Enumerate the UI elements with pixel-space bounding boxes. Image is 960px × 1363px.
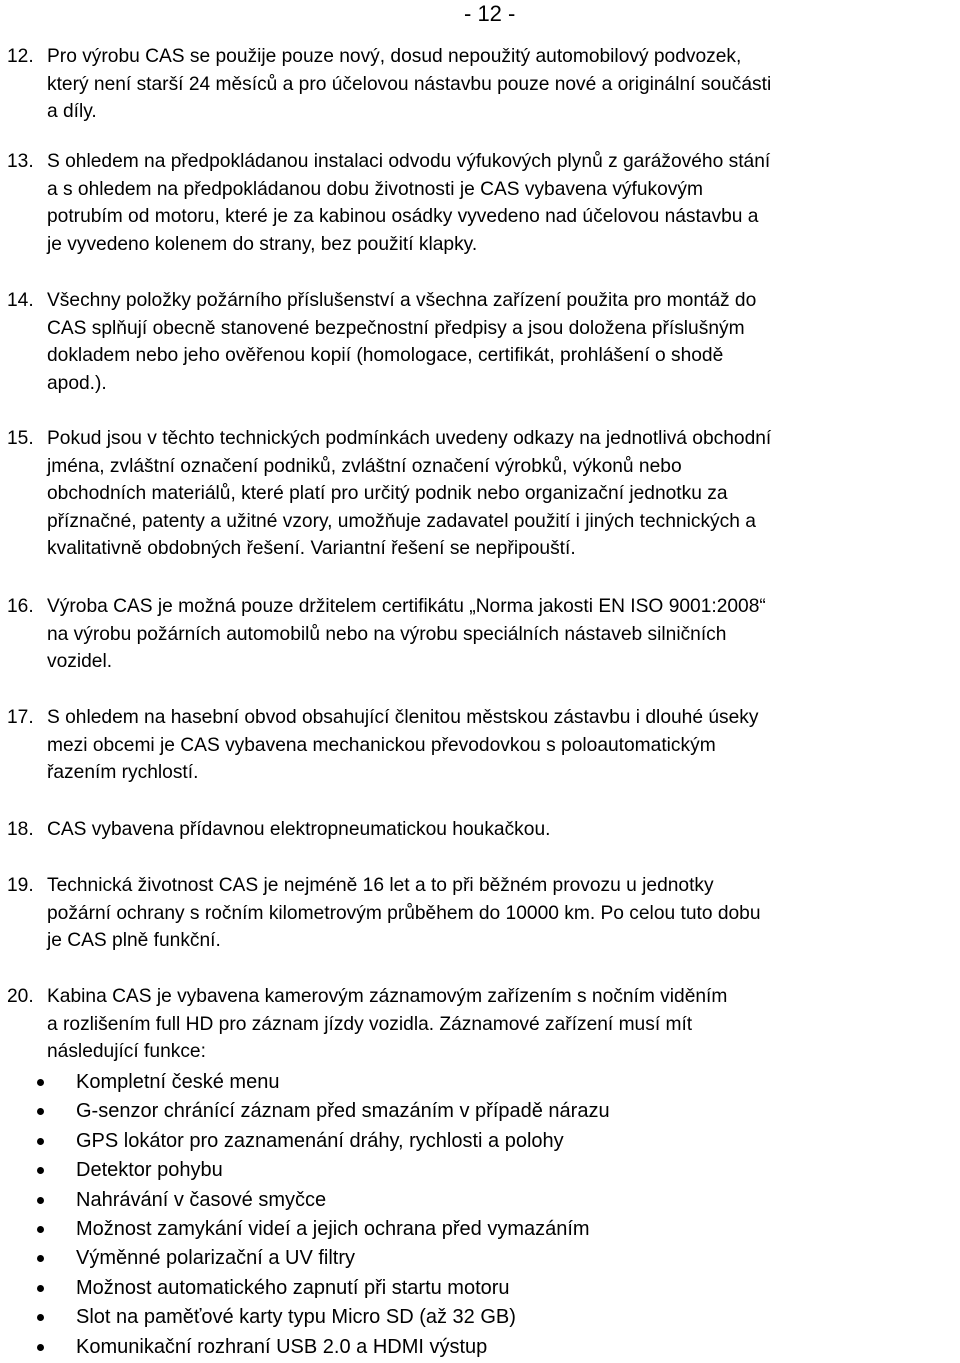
item-number: 18.	[7, 819, 34, 840]
bullet-icon	[37, 1285, 44, 1292]
bullet-item	[0, 1097, 960, 1126]
list-item	[7, 816, 957, 844]
bullet-item	[0, 1156, 960, 1185]
bullet-icon	[37, 1255, 44, 1262]
item-text-line: CAS splňují obecně stanovené bezpečnostní předpisy a jsou doložena příslušným	[47, 317, 745, 339]
bullet-icon	[37, 1344, 44, 1351]
list-item	[7, 983, 957, 1066]
item-number: 12.	[7, 46, 34, 67]
list-item	[7, 148, 957, 258]
bullet-text: Možnost zamykání videí a jejich ochrana před vymazáním	[76, 1217, 590, 1240]
list-item	[7, 43, 957, 126]
bullet-icon	[37, 1108, 44, 1115]
list-item	[7, 287, 957, 397]
page-number: - 12 -	[464, 1, 516, 26]
item-text-line: požární ochrany s ročním kilometrovým průběhem do 10000 km. Po celou tuto dobu	[47, 902, 761, 924]
bullet-text: Výměnné polarizační a UV filtry	[76, 1247, 356, 1270]
item-text-line: a s ohledem na předpokládanou dobu životnosti je CAS vybavena výfukovým	[47, 178, 703, 200]
item-text-line: Kabina CAS je vybavena kamerovým záznamovým zařízením s nočním viděním	[47, 986, 728, 1007]
bullet-icon	[37, 1226, 44, 1233]
item-number: 20.	[7, 986, 34, 1007]
bullet-item	[0, 1244, 960, 1273]
item-text-line: mezi obcemi je CAS vybavena mechanickou převodovkou s poloautomatickým	[47, 734, 716, 756]
bullet-icon	[37, 1079, 44, 1086]
bullet-text: Detektor pohybu	[76, 1159, 223, 1182]
item-text-line: Všechny položky požárního příslušenství a všechna zařízení použita pro montáž do	[47, 290, 757, 311]
item-number: 17.	[7, 707, 34, 728]
item-text-line: jména, zvláštní označení podniků, zvláštní označení výrobků, výkonů nebo	[47, 455, 682, 477]
bullet-text: Nahrávání v časové smyčce	[76, 1188, 327, 1211]
item-text-line: kvalitativně obdobných řešení. Variantní řešení se nepřipouští.	[47, 538, 576, 559]
item-text-line: Výroba CAS je možná pouze držitelem certifikátu „Norma jakosti EN ISO 9001:2008“	[47, 596, 766, 617]
item-text-line: příznačné, patenty a užitné vzory, umožňuje zadavatel použití i jiných technických a	[47, 510, 756, 532]
item-text-line: apod.).	[47, 372, 107, 394]
list-item	[7, 704, 957, 787]
item-text-line: obchodních materiálů, které platí pro určitý podnik nebo organizační jednotku za	[47, 483, 728, 504]
item-text-line: který není starší 24 měsíců a pro účelovou nástavbu pouze nové a originální součásti	[47, 73, 772, 95]
bullet-icon	[37, 1197, 44, 1204]
feature-bullet-list	[0, 1068, 960, 1362]
bullet-icon	[37, 1167, 44, 1174]
bullet-item	[0, 1333, 960, 1362]
item-number: 19.	[7, 875, 34, 896]
item-text-line: na výrobu požárních automobilů nebo na výrobu speciálních nástaveb silničních	[47, 623, 727, 645]
bullet-text: GPS lokátor pro zaznamenání dráhy, rychlosti a polohy	[76, 1129, 564, 1152]
item-text-line: CAS vybavena přídavnou elektropneumatickou houkačkou.	[47, 819, 551, 840]
item-text-line: a díly.	[47, 101, 97, 122]
item-text-line: potrubím od motoru, které je za kabinou osádky vyvedeno nad účelovou nástavbu a	[47, 206, 759, 227]
bullet-item	[0, 1215, 960, 1244]
item-text-line: řazením rychlostí.	[47, 762, 199, 783]
bullet-text: G-senzor chránící záznam před smazáním v případě nárazu	[76, 1100, 610, 1123]
item-text-line: S ohledem na hasební obvod obsahující členitou městskou zástavbu i dlouhé úseky	[47, 707, 759, 728]
item-text-line: Technická životnost CAS je nejméně 16 let a to při běžném provozu u jednotky	[47, 875, 714, 896]
bullet-item	[0, 1127, 960, 1156]
bullet-text: Komunikační rozhraní USB 2.0 a HDMI výstup	[76, 1335, 488, 1358]
bullet-item	[0, 1303, 960, 1332]
item-text-line: Pokud jsou v těchto technických podmínkách uvedeny odkazy na jednotlivá obchodní	[47, 428, 772, 449]
item-number: 15.	[7, 428, 34, 449]
item-number: 13.	[7, 151, 34, 172]
list-item	[7, 593, 957, 676]
item-text-line: S ohledem na předpokládanou instalaci odvodu výfukových plynů z garážového stání	[47, 151, 771, 172]
list-item	[7, 872, 957, 955]
item-text-line: vozidel.	[47, 651, 113, 672]
item-number: 16.	[7, 596, 34, 617]
item-text-line: je CAS plně funkční.	[47, 930, 221, 951]
list-item	[7, 425, 957, 563]
bullet-text: Kompletní české menu	[76, 1071, 280, 1093]
bullet-icon	[37, 1138, 44, 1145]
bullet-text: Možnost automatického zapnutí při startu motoru	[76, 1276, 510, 1299]
item-text-line: je vyvedeno kolenem do strany, bez použití klapky.	[47, 233, 478, 255]
bullet-text: Slot na paměťové karty typu Micro SD (až 32 GB)	[76, 1306, 516, 1329]
item-text-line: a rozlišením full HD pro záznam jízdy vozidla. Záznamové zařízení musí mít	[47, 1013, 693, 1035]
item-text-line: následující funkce:	[47, 1041, 206, 1062]
item-number: 14.	[7, 290, 34, 311]
bullet-icon	[37, 1314, 44, 1321]
bullet-item	[0, 1186, 960, 1215]
bullet-item	[0, 1274, 960, 1303]
item-text-line: dokladem nebo jeho ověřenou kopií (homologace, certifikát, prohlášení o shodě	[47, 345, 724, 366]
bullet-item	[0, 1068, 960, 1097]
item-text-line: Pro výrobu CAS se použije pouze nový, dosud nepoužitý automobilový podvozek,	[47, 46, 742, 67]
